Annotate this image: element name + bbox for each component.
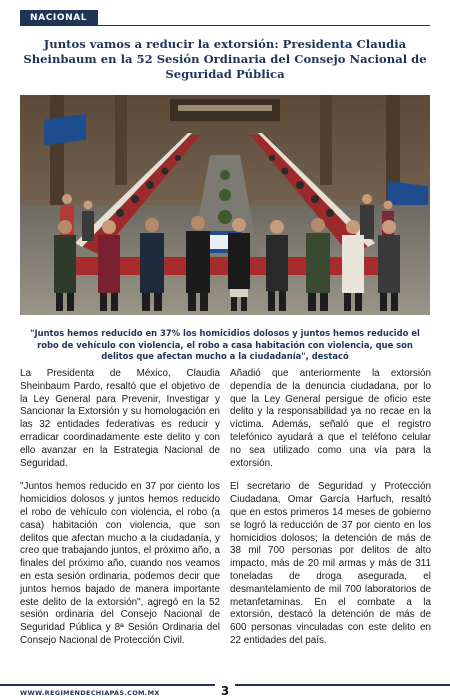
- page-number: 3: [215, 683, 235, 699]
- body-paragraph: Añadió que anteriormente la extorsión dependía de la denuncia ciudadana, por lo que la Ley General persigue de oficio este delito y la responsabilidad ya no recae en la víctima. Además, señaló que el registro telefónico ayudará a que el teléfono celular no sea utilizado como una vía para la extorsión.: [230, 368, 431, 469]
- pull-quote: "Juntos hemos reducido en 37% los homicidios dolosos y juntos hemos reducido el robo de vehículo con violencia, el robo a casa habitación con violencia, que son delitos que afectan mucho a la ciudadanía", destacó: [30, 328, 420, 361]
- section-divider: [98, 25, 430, 26]
- event-photo-illustration: [20, 95, 430, 315]
- body-paragraph: "Juntos hemos reducido en 37 por ciento los homicidios dolosos y juntos hemos reducido el robo de vehículo con violencia, el robo (a casa) habitación con violencia, que son delitos que afectan mucho a la ciudadanía, y creo que trabajando juntos, el próximo año, a finales del próximo año, cuando nos veamos en esta sesión ordinaria, podemos decir que juntos hemos bajado de manera importante este delito de la extorsión", agregó en la 52 sesión ordinaria del Consejo Nacional de Seguridad Pública y 8ª Sesión Ordinaria del Consejo Nacional de Protección Civil.: [20, 481, 220, 646]
- body-paragraph: El secretario de Seguridad y Protección Ciudadana, Omar García Harfuch, resaltó que en estos primeros 14 meses de gobierno se logró la reducción de 37 por ciento en los homicidios dolosos; la detención de más de 38 mil 700 personas por delitos de alto impacto, más de 20 mil armas y más de 311 toneladas de droga asegurada, el desmantelamiento de mil 700 laboratorios de metanfetaminas. En el combate a la extorsión, destacó la detención de más de 600 personas vinculadas con este delito en 22 entidades del país.: [230, 481, 431, 646]
- body-paragraph: La Presidenta de México, Claudia Sheinbaum Pardo, resaltó que el objetivo de la Ley General para Prevenir, Investigar y Sancionar la Extorsión y su homologación en las 32 entidades federativas es reducir y erradicar coordinadamente este delito y con ello avanzar en la Estrategia Nacional de Seguridad.: [20, 368, 220, 469]
- article-headline: Juntos vamos a reducir la extorsión: Presidenta Claudia Sheinbaum en la 52 Sesión Ordinaria del Consejo Nacional de Seguridad Pública: [23, 37, 427, 81]
- section-tag: NACIONAL: [20, 10, 98, 26]
- event-photo: [20, 95, 430, 315]
- footer-website: WWW.REGIMENDECHIAPAS.COM.MX: [20, 689, 160, 697]
- article-column-right: [230, 368, 431, 659]
- article-column-left: [20, 368, 220, 659]
